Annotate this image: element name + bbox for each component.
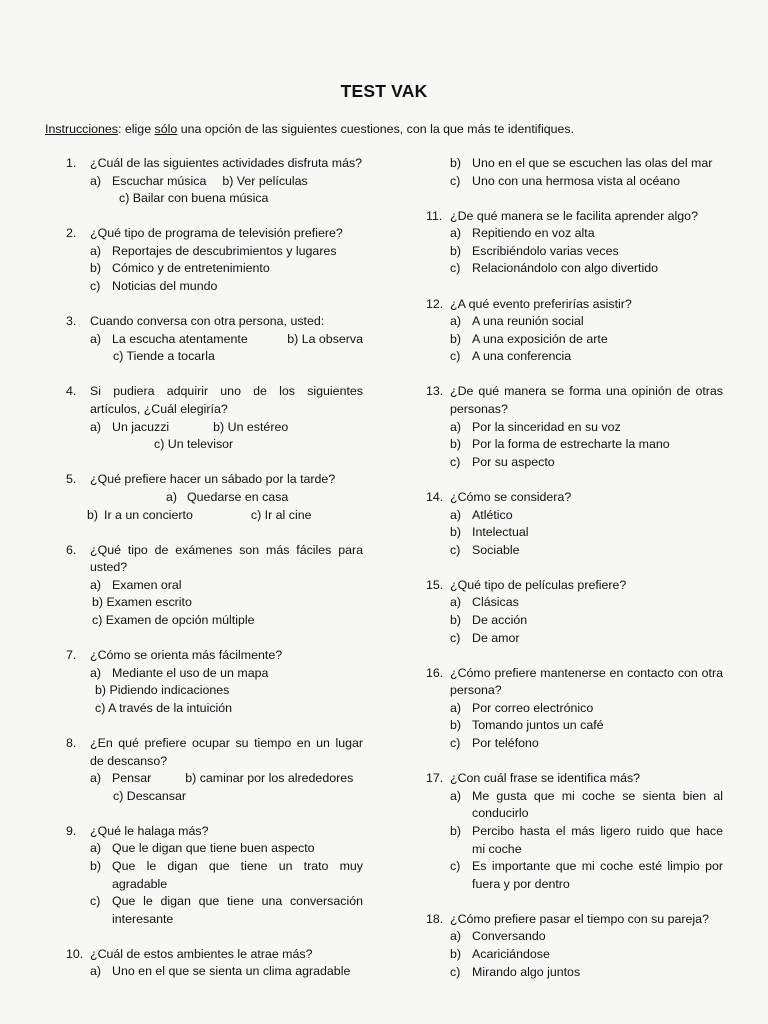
option-text: Por su aspecto	[472, 454, 555, 469]
option-c-text: c) Tiende a tocarla	[113, 349, 215, 364]
option-text: Por teléfono	[472, 736, 539, 751]
option-text: Sociable	[472, 542, 520, 557]
question-number: 17.	[426, 771, 444, 786]
question-7	[66, 647, 363, 717]
option-a	[450, 419, 723, 437]
question-text: ¿Cuál de estos ambientes le atrae más?	[90, 946, 313, 961]
question-9	[66, 823, 363, 929]
question-text: ¿En qué prefiere ocupar su tiempo en un lugar de descanso?	[90, 735, 363, 768]
question-17	[426, 770, 723, 893]
option-c-text: c) Ir al cine	[250, 507, 312, 522]
option-c	[450, 542, 723, 560]
question-number: 7.	[66, 648, 77, 663]
option-text: Que le digan que tiene buen aspecto	[112, 841, 315, 856]
option-text: Conversando	[472, 929, 546, 944]
option-c	[90, 278, 363, 296]
option-text: De amor	[472, 630, 520, 645]
question-13	[426, 383, 723, 471]
option-c	[450, 454, 723, 472]
option-text: A una exposición de arte	[472, 331, 608, 346]
option-letter: a)	[90, 243, 102, 258]
option-b-text: Ir a un concierto	[104, 507, 193, 522]
option-letter: a)	[90, 173, 102, 188]
option-b	[450, 155, 723, 173]
instructions-text-b: una opción de las siguientes cuestiones, con la que más te identifiques.	[177, 122, 575, 136]
option-a	[450, 225, 723, 243]
option-letter: c)	[90, 894, 101, 909]
question-2	[66, 225, 363, 295]
question-text: ¿Cómo prefiere mantenerse en contacto con otra persona?	[450, 665, 723, 698]
option-letter: b)	[90, 261, 102, 276]
question-1	[66, 155, 363, 208]
option-text: Uno en el que se escuchen las olas del mar	[472, 156, 713, 170]
option-c-text: c) Bailar con buena música	[119, 191, 269, 206]
question-number: 2.	[66, 226, 77, 241]
option-letter: c)	[450, 349, 461, 364]
question-number: 14.	[426, 489, 444, 504]
option-b	[450, 436, 723, 454]
instructions-emphasis: sólo	[154, 122, 178, 136]
option-letter: c)	[450, 454, 461, 469]
right-column	[426, 155, 723, 999]
option-letter: a)	[450, 314, 462, 329]
question-number: 5.	[66, 472, 77, 487]
question-text: ¿Qué prefiere hacer un sábado por la tarde?	[90, 472, 336, 487]
option-c-text: c) A través de la intuición	[95, 700, 233, 715]
question-number: 18.	[426, 911, 444, 926]
option-letter: b)	[450, 823, 462, 838]
question-14	[426, 489, 723, 559]
option-b-text: b) Examen escrito	[92, 595, 192, 610]
question-18	[426, 911, 723, 981]
option-letter: c)	[450, 964, 461, 979]
question-4	[66, 383, 363, 453]
option-b-text: b) Un estéreo	[213, 419, 289, 434]
question-number: 16.	[426, 665, 444, 680]
option-letter: a)	[90, 841, 102, 856]
option-b	[90, 260, 363, 278]
option-letter: c)	[450, 630, 461, 645]
option-letter: c)	[450, 736, 461, 751]
left-column	[66, 155, 363, 999]
option-b	[450, 717, 723, 735]
question-text: ¿Con cuál frase se identifica más?	[450, 771, 641, 786]
option-letter: a)	[90, 964, 102, 979]
option-text: De acción	[472, 612, 528, 627]
question-number: 15.	[426, 577, 444, 592]
option-text: Uno con una hermosa vista al océano	[472, 173, 681, 188]
option-a	[450, 594, 723, 612]
option-a	[450, 788, 723, 823]
option-letter: c)	[450, 542, 461, 557]
option-text: Percibo hasta el más ligero ruido que hace mi coche	[472, 823, 723, 856]
option-letter: a)	[450, 929, 462, 944]
option-b-text: b) La observa	[287, 331, 363, 346]
option-text: Acariciándose	[472, 946, 550, 961]
option-b	[450, 243, 723, 261]
option-c-text: c) Descansar	[113, 788, 186, 803]
option-letter: a)	[450, 595, 462, 610]
option-b	[90, 858, 363, 893]
option-a-text: Quedarse en casa	[187, 489, 289, 504]
question-text: ¿A qué evento preferirías asistir?	[450, 296, 632, 311]
option-text: Noticias del mundo	[112, 279, 218, 294]
option-a	[90, 963, 363, 981]
question-15	[426, 577, 723, 647]
question-5	[66, 471, 363, 524]
option-text: Que le digan que tiene una conversación interesante	[112, 894, 363, 926]
option-letter: a)	[90, 771, 102, 786]
option-letter: a)	[450, 788, 462, 803]
question-text: Si pudiera adquirir uno de los siguientes artículos, ¿Cuál elegiría?	[90, 384, 363, 417]
option-letter: a)	[90, 331, 102, 346]
option-c	[450, 735, 723, 753]
question-number: 3.	[66, 314, 77, 329]
instructions-label: Instrucciones	[45, 122, 119, 136]
question-text: ¿Cuál de las siguientes actividades disfruta más?	[90, 156, 363, 170]
option-c	[90, 893, 363, 928]
option-letter: a)	[450, 700, 462, 715]
option-text: Me gusta que mi coche se sienta bien al conducirlo	[472, 788, 723, 821]
question-text: ¿De qué manera se forma una opinión de otras personas?	[450, 384, 723, 417]
option-a-text: Examen oral	[112, 577, 182, 592]
question-10	[66, 946, 363, 981]
instructions-text-a: : elige	[118, 122, 155, 136]
option-letter: c)	[450, 859, 461, 874]
option-a	[450, 507, 723, 525]
option-text: Reportajes de descubrimientos y lugares	[112, 243, 337, 258]
option-c	[450, 964, 723, 982]
question-number: 8.	[66, 735, 77, 750]
option-text: Tomando juntos un café	[472, 718, 604, 733]
option-b	[450, 823, 723, 858]
question-3	[66, 313, 363, 366]
option-letter: a)	[450, 226, 462, 241]
option-b-text: b) Pidiendo indicaciones	[95, 683, 230, 698]
question-text: ¿Cómo se orienta más fácilmente?	[90, 648, 283, 663]
option-text: Mirando algo juntos	[472, 964, 581, 979]
option-letter: a)	[166, 489, 178, 504]
question-number: 10.	[66, 946, 84, 961]
question-16	[426, 665, 723, 753]
option-letter: b)	[450, 331, 462, 346]
option-letter: b)	[450, 156, 462, 170]
option-letter: b)	[90, 859, 102, 873]
question-number: 13.	[426, 384, 444, 399]
option-letter: a)	[90, 577, 102, 592]
option-a-text: Mediante el uso de un mapa	[112, 665, 269, 680]
option-text: Es importante que mi coche esté limpio por fuera y por dentro	[472, 859, 723, 891]
option-letter: c)	[450, 261, 461, 276]
option-c	[450, 858, 723, 893]
option-b	[450, 612, 723, 630]
option-text: Uno en el que se sienta un clima agradable	[112, 964, 351, 979]
option-letter: b)	[450, 946, 462, 961]
option-letter: b)	[450, 525, 462, 540]
instructions	[45, 122, 574, 136]
option-text: A una conferencia	[472, 349, 572, 364]
option-b-text: b) Ver películas	[222, 173, 308, 188]
question-number: 1.	[66, 156, 77, 170]
question-6	[66, 542, 363, 630]
question-text: ¿Qué tipo de exámenes son más fáciles para usted?	[90, 542, 363, 575]
question-number: 11.	[426, 208, 443, 223]
option-letter: b)	[87, 507, 99, 522]
question-10-continued	[426, 155, 723, 190]
option-text: Por la sinceridad en su voz	[472, 419, 621, 434]
option-b	[450, 524, 723, 542]
option-text: Relacionándolo con algo divertido	[472, 261, 658, 276]
question-number: 6.	[66, 542, 77, 557]
option-text: Escribiéndolo varias veces	[472, 243, 619, 258]
option-a	[450, 700, 723, 718]
option-text: Por la forma de estrecharte la mano	[472, 437, 670, 452]
option-text: Atlético	[472, 507, 513, 522]
option-c	[450, 348, 723, 366]
option-letter: b)	[450, 437, 462, 452]
page-title: TEST VAK	[340, 81, 428, 101]
option-a-text: Un jacuzzi	[112, 419, 170, 434]
option-text: A una reunión social	[472, 314, 584, 329]
question-8	[66, 735, 363, 805]
option-letter: a)	[90, 665, 102, 680]
option-a	[450, 313, 723, 331]
question-number: 12.	[426, 296, 444, 311]
question-text: ¿De qué manera se le facilita aprender algo?	[450, 208, 698, 223]
option-b-text: b) caminar por los alrededores	[185, 771, 354, 786]
option-text: Intelectual	[472, 525, 529, 540]
option-text: Que le digan que tiene un trato muy agradable	[112, 859, 363, 891]
option-c-text: c) Examen de opción múltiple	[92, 612, 255, 627]
option-a-text: La escucha atentamente	[112, 331, 248, 346]
question-number: 9.	[66, 823, 77, 838]
question-12	[426, 296, 723, 366]
option-letter: c)	[450, 173, 461, 188]
option-letter: c)	[90, 279, 101, 294]
option-letter: b)	[450, 243, 462, 258]
option-a-text: Escuchar música	[112, 173, 207, 188]
option-text: Clásicas	[472, 595, 519, 610]
option-b	[450, 331, 723, 349]
question-text: ¿Cómo se considera?	[450, 489, 572, 504]
question-text: Cuando conversa con otra persona, usted:	[90, 314, 325, 329]
question-text: ¿Qué tipo de programa de televisión prefiere?	[90, 226, 343, 241]
option-b	[450, 946, 723, 964]
question-text: ¿Qué le halaga más?	[90, 823, 209, 838]
option-c-text: c) Un televisor	[154, 437, 234, 452]
option-letter: a)	[450, 507, 462, 522]
question-11	[426, 208, 723, 278]
option-a	[450, 928, 723, 946]
question-text: ¿Qué tipo de películas prefiere?	[450, 577, 627, 592]
option-c	[450, 260, 723, 278]
option-letter: a)	[90, 419, 102, 434]
option-letter: b)	[450, 718, 462, 733]
question-text: ¿Cómo prefiere pasar el tiempo con su pareja?	[450, 911, 709, 926]
option-a-text: Pensar	[112, 771, 152, 786]
option-text: Cómico y de entretenimiento	[112, 261, 270, 276]
option-a	[90, 840, 363, 858]
option-text: Por correo electrónico	[472, 700, 594, 715]
option-letter: a)	[450, 419, 462, 434]
option-c	[450, 630, 723, 648]
question-number: 4.	[66, 384, 77, 399]
option-text: Repitiendo en voz alta	[472, 226, 595, 241]
option-letter: b)	[450, 612, 462, 627]
option-c	[450, 173, 723, 191]
option-a	[90, 243, 363, 261]
